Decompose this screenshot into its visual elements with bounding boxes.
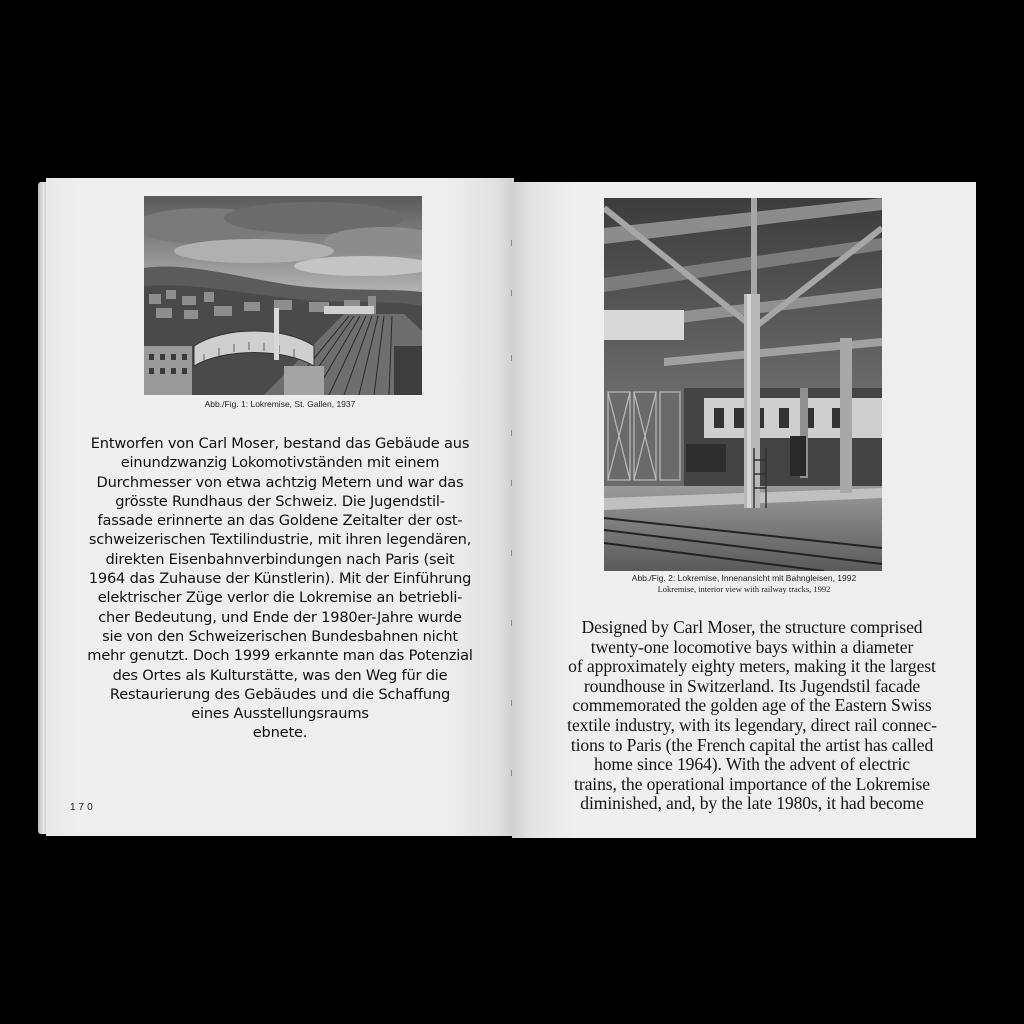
text-line: textile industry, with its legendary, direct rail connec- bbox=[567, 714, 937, 735]
text-line: trains, the operational importance of the Lokremise bbox=[574, 773, 930, 794]
right-page bbox=[512, 182, 976, 838]
figure-2-caption bbox=[512, 573, 976, 595]
body-text-english bbox=[532, 618, 972, 814]
text-line: Designed by Carl Moser, the structure comprised bbox=[581, 617, 923, 637]
figure-1-caption: Abb./Fig. 1: Lokremise, St. Gallen, 1937 bbox=[204, 399, 356, 409]
text-line: einundzwanzig Lokomotivständen mit einem bbox=[120, 454, 440, 472]
text-line: mehr genutzt. Doch 1999 erkannte man das Potenzial bbox=[87, 647, 473, 665]
text-line: ebnete. bbox=[252, 724, 308, 742]
text-line: roundhouse in Switzerland. Its Jugendstil facade bbox=[583, 675, 921, 696]
figure-2-caption-german: Abb./Fig. 2: Lokremise, Innenansicht mit Bahngleisen, 1992 bbox=[631, 573, 857, 583]
text-line: commemorated the golden age of the Eastern Swiss bbox=[572, 695, 932, 716]
text-line: Restaurierung des Gebäudes und die Schaffung bbox=[109, 685, 451, 703]
text-line: elektrischer Züge verlor die Lokremise an betriebli- bbox=[97, 589, 463, 607]
figure-2-caption-english: Lokremise, interior view with railway tracks, 1992 bbox=[657, 584, 831, 594]
text-line: Durchmesser von etwa achtzig Metern und war das bbox=[96, 473, 464, 491]
figure-1-photo bbox=[144, 196, 422, 395]
text-line: schweizerischen Textilindustrie, mit ihren legendären, bbox=[88, 531, 472, 549]
text-line: eines Ausstellungsraums bbox=[191, 705, 369, 723]
text-line: cher Bedeutung, und Ende der 1980er-Jahre wurde bbox=[98, 608, 462, 626]
figure-2-photo bbox=[604, 198, 882, 571]
text-line: fassade erinnerte an das Goldene Zeitalter der ost- bbox=[97, 512, 463, 530]
text-line: diminished, and, by the late 1980s, it had become bbox=[580, 793, 924, 814]
text-line: des Ortes als Kulturstätte, was den Weg für die bbox=[112, 666, 448, 684]
text-line: of approximately eighty meters, making it the largest bbox=[568, 656, 936, 677]
text-line: 1964 das Zuhause der Künstlerin). Mit der Einführung bbox=[88, 570, 472, 588]
text-line: direkten Eisenbahnverbindungen nach Paris (seit bbox=[105, 550, 455, 568]
page-number: 170 bbox=[70, 802, 96, 813]
text-line: twenty-one locomotive bays within a diameter bbox=[590, 636, 914, 657]
text-line: tions to Paris (the French capital the artist has called bbox=[570, 734, 934, 755]
text-line: Entworfen von Carl Moser, bestand das Gebäude aus bbox=[90, 435, 470, 452]
body-text-german bbox=[64, 434, 496, 743]
text-line: sie von den Schweizerischen Bundesbahnen nicht bbox=[102, 627, 458, 645]
left-page bbox=[46, 178, 514, 836]
text-line: home since 1964). With the advent of electric bbox=[594, 754, 910, 775]
text-line: grösste Rundhaus der Schweiz. Die Jugendstil- bbox=[115, 492, 445, 510]
